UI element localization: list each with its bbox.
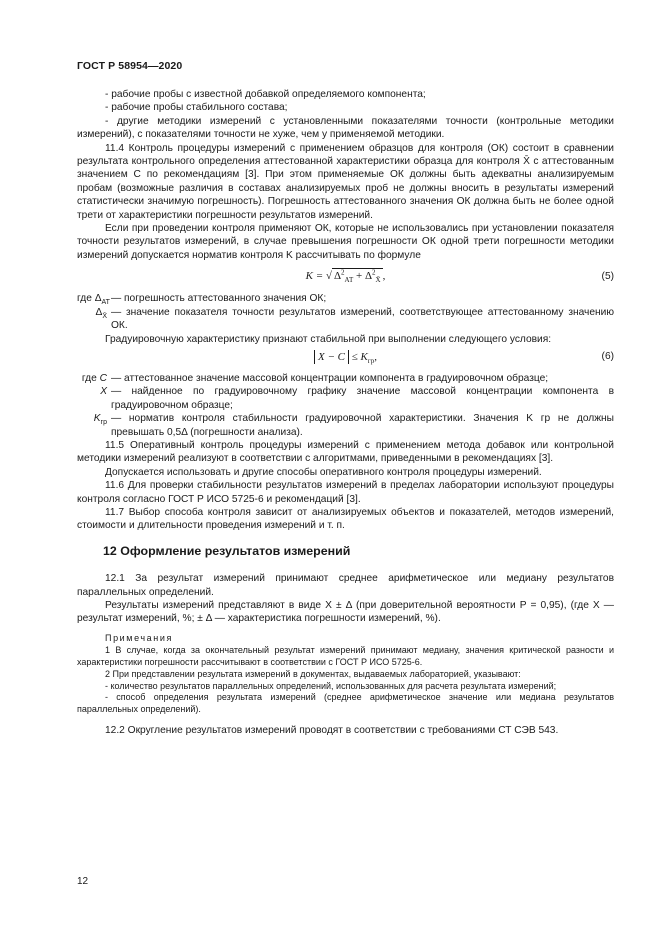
formula-6	[77, 346, 614, 372]
note-item: 2 При представлении результата измерений в документах, выдаваемых лабораторией, указывают:	[105, 668, 521, 679]
section-title: 12 Оформление результатов измерений	[103, 543, 351, 558]
sqrt-sign: √	[325, 270, 332, 283]
page-number: 12	[77, 876, 89, 887]
formula-6-expression: $X - C \le K_{гр}$,	[77, 350, 614, 364]
paragraph-11-4: 11.4 Контроль процедуры измерений с применением образцов для контроля (ОК) состоит в сравнении результата контрольного определения аттестованной характеристики образца для контроля X̄ с аттестованным значением C по рекомендациям [3]. При этом применяемые ОК должны быть адекватны анализируемым пробам (возможные различия в составах анализируемых проб не должны вносить в результаты измерений статистически значимую погрешность). Погрешность аттестованного значения ОК должна быть не более одной трети от характеристики погрешности результатов измерений.	[77, 142, 614, 221]
paragraph-results: Результаты измерений представляют в виде X ± Δ (при доверительной вероятности P = 0,95), (где X — результат измерений, %; ± Δ — характеристика погрешности измерений, %).	[77, 600, 614, 625]
definition-row: $K_{гр}$ — норматив контроля стабильности градуировочной характеристики. Значения K гр не должны превышать 0,5Δ (погрешности анализа).	[93, 413, 614, 438]
formula-5	[77, 262, 614, 292]
notes-heading: Примечания	[105, 632, 173, 643]
paragraph-calibration: Градуировочную характеристику признают стабильной при выполнении следующего условия:	[105, 333, 552, 345]
list-item: - рабочие пробы стабильного состава;	[105, 102, 288, 114]
sqrt-radicand: $\Delta^2_{АТ} + \Delta^2_{X̄}$	[333, 268, 381, 285]
definition-row: X — найденное по градуировочному графику значение массовой концентрации компонента в градуировочном образце;	[100, 386, 614, 411]
equation-number-5: (5)	[601, 271, 614, 283]
abs-value: X − C	[314, 350, 349, 364]
paragraph-11-5: 11.5 Оперативный контроль процедуры измерений с применением метода добавок или контрольной методики измерений реализуют в соответствии с алгоритмами, приведенными в рекомендациях [3].	[77, 439, 614, 465]
equation-number-6: (6)	[601, 350, 614, 362]
paragraph-ok-control: Если при проведении контроля применяют ОК, которые не использовались при установлении показателя точности результатов измерений, в случае превышения погрешности ОК одной трети погрешности методики измерений допускается норматив контроля K рассчитывать по формуле	[77, 223, 614, 261]
list-item: - другие методики измерений с установленными показателями точности (контрольные методики измерений), с показателями точности не хуже, чем у применяемой методики.	[77, 115, 614, 141]
note-item: - количество результатов параллельных определений, использованных для расчета результата измерений;	[105, 680, 557, 691]
document-header: ГОСТ Р 58954—2020	[77, 60, 183, 72]
definition-row: $\Delta_{X̄}$ — значение показателя точности результатов измерений, соответствующее аттестованному значению ОК.	[95, 306, 614, 332]
paragraph-allowed: Допускается использовать и другие способы оперативного контроля процедуры измерений.	[105, 466, 542, 478]
paragraph-12-2: 12.2 Округление результатов измерений проводят в соответствии с требованиями СТ СЭВ 543.	[105, 725, 559, 736]
note-item: 1 В случае, когда за окончательный результат измерений принимают медиану, значения критической разности и характеристики погрешности рассчитывают в соответствии с ГОСТ Р ИСО 5725-6.	[77, 645, 614, 668]
note-item: - способ определения результата измерений (среднее арифметическое значение или медиана результатов параллельных определений).	[77, 692, 614, 715]
formula-5-expression: K = √ $\Delta^2_{АТ} + \Delta^2_{X̄}$ ,	[305, 268, 386, 285]
paragraph-11-6: 11.6 Для проверки стабильности результатов измерений в пределах лаборатории используют процедуры контроля согласно ГОСТ Р ИСО 5725-6 и рекомендаций [3].	[77, 480, 614, 505]
paragraph-12-1: 12.1 За результат измерений принимают среднее арифметическое или медиану результатов параллельных определений.	[77, 573, 614, 598]
list-item: - рабочие пробы с известной добавкой определяемого компонента;	[105, 89, 426, 100]
document-body	[77, 88, 614, 737]
definition-row: где $\Delta_{АТ}$ — погрешность аттестованного значения ОК;	[77, 293, 327, 307]
paragraph-11-7: 11.7 Выбор способа контроля зависит от анализируемых объектов и показателей, методов измерений, стоимости и длительности проведения измерений и т. п.	[77, 506, 614, 532]
definition-row: где C — аттестованное значение массовой концентрации компонента в градуировочном образце;	[81, 372, 549, 384]
